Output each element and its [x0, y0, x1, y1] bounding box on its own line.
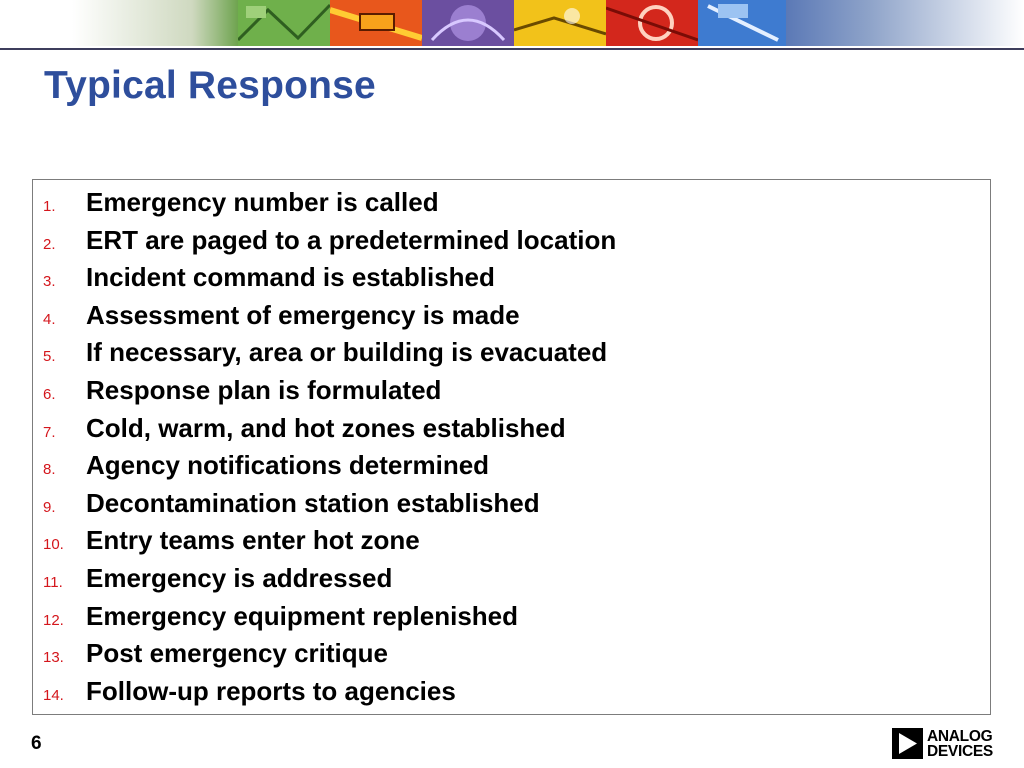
step-text: Decontamination station established — [86, 487, 540, 518]
logo-wordmark — [927, 729, 993, 759]
step-text: Emergency equipment replenished — [86, 600, 519, 631]
step-number: 1. — [43, 198, 56, 215]
logo-line-2: DEVICES — [927, 742, 993, 760]
step-number: 4. — [43, 310, 56, 328]
list-item — [33, 637, 990, 675]
step-text: Emergency number is called — [86, 187, 439, 217]
list-item — [33, 524, 990, 562]
step-number: 9. — [43, 498, 56, 516]
banner-image-strip — [238, 0, 790, 46]
step-number: 12. — [43, 611, 64, 629]
step-number: 14. — [43, 686, 64, 704]
banner-tile-orange — [330, 0, 422, 46]
step-text: Entry teams enter hot zone — [86, 525, 420, 556]
step-number: 13. — [43, 649, 64, 667]
banner-tile-yellow — [514, 0, 606, 46]
step-number: 5. — [43, 348, 56, 366]
list-item — [33, 299, 990, 337]
step-text: ERT are paged to a predetermined location — [86, 224, 617, 255]
step-text: Follow-up reports to agencies — [86, 675, 456, 706]
list-item — [33, 336, 990, 374]
step-text: Emergency is addressed — [86, 562, 393, 593]
slide-title: Typical Response — [44, 64, 376, 107]
step-number: 8. — [43, 461, 56, 479]
list-item — [33, 412, 990, 450]
banner-tile-green — [238, 0, 330, 46]
step-text: Incident command is established — [86, 262, 495, 293]
step-text: Cold, warm, and hot zones established — [86, 412, 566, 443]
page-number: 6 — [31, 733, 42, 754]
step-number: 3. — [43, 273, 56, 291]
step-text: Response plan is formulated — [86, 374, 442, 405]
list-item — [33, 374, 990, 412]
list-item — [33, 186, 990, 224]
list-item — [33, 261, 990, 299]
response-steps-box — [32, 179, 991, 715]
step-text: Post emergency critique — [86, 638, 388, 669]
banner-tile-purple — [422, 0, 514, 46]
step-text: If necessary, area or building is evacuated — [86, 337, 608, 368]
response-steps-list — [33, 186, 990, 712]
banner-tile-blue — [698, 0, 790, 46]
header-divider — [0, 48, 1024, 50]
list-item — [33, 449, 990, 487]
banner-gradient-left — [0, 0, 240, 46]
step-number: 7. — [43, 423, 56, 441]
logo-line-1: ANALOG — [927, 727, 993, 745]
banner-gradient-right — [786, 0, 1024, 46]
step-text: Agency notifications determined — [86, 450, 490, 481]
list-item — [33, 487, 990, 525]
step-number: 11. — [43, 573, 63, 591]
logo-triangle-icon — [892, 728, 923, 759]
step-number: 6. — [43, 385, 56, 403]
banner-tile-red — [606, 0, 698, 46]
list-item — [33, 600, 990, 638]
step-number: 2. — [43, 235, 56, 253]
list-item — [33, 562, 990, 600]
analog-devices-logo — [892, 728, 993, 759]
list-item — [33, 675, 990, 713]
list-item — [33, 224, 990, 262]
step-number: 10. — [43, 536, 64, 554]
step-text: Assessment of emergency is made — [86, 299, 520, 330]
